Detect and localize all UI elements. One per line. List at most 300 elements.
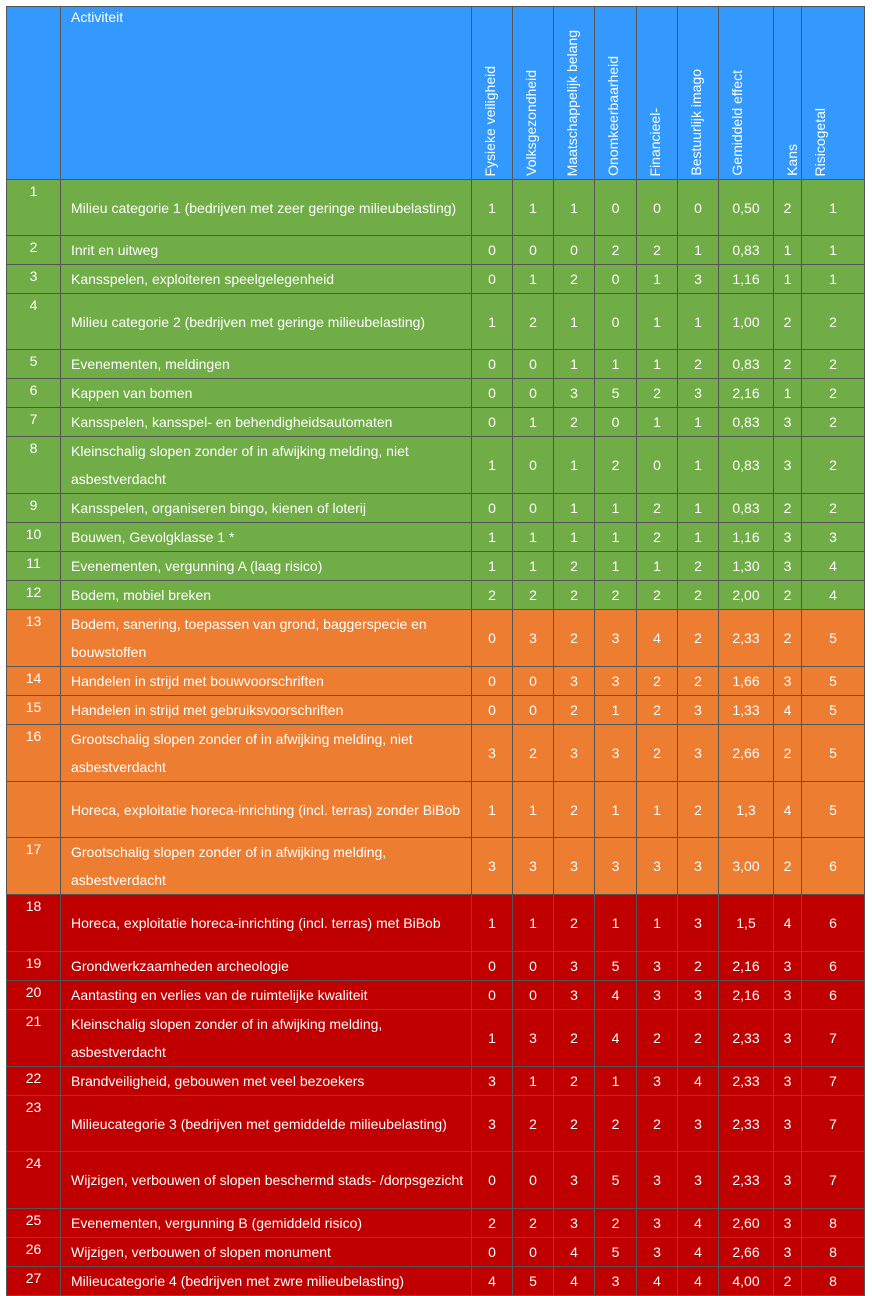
cell-public-health: 3 (513, 838, 554, 895)
cell-social-interest: 1 (554, 350, 595, 379)
cell-public-health: 1 (513, 1067, 554, 1096)
cell-financial: 2 (637, 523, 678, 552)
row-activity: Wijzigen, verbouwen of slopen monument (61, 1238, 472, 1267)
cell-public-health: 1 (513, 180, 554, 236)
cell-risk-number: 7 (802, 1096, 865, 1152)
cell-financial: 1 (637, 552, 678, 581)
cell-admin-image: 2 (678, 782, 719, 838)
cell-avg-effect: 2,33 (719, 1067, 774, 1096)
cell-financial: 2 (637, 725, 678, 782)
cell-social-interest: 1 (554, 294, 595, 350)
cell-avg-effect: 1,33 (719, 696, 774, 725)
row-activity: Kappen van bomen (61, 379, 472, 408)
cell-avg-effect: 2,33 (719, 1010, 774, 1067)
cell-risk-number: 1 (802, 180, 865, 236)
cell-admin-image: 4 (678, 1067, 719, 1096)
cell-irreversibility: 3 (595, 667, 637, 696)
cell-admin-image: 3 (678, 895, 719, 952)
cell-irreversibility: 4 (595, 1010, 637, 1067)
cell-physical-safety: 3 (472, 725, 513, 782)
cell-irreversibility: 3 (595, 838, 637, 895)
cell-financial: 1 (637, 350, 678, 379)
table-row (7, 1152, 865, 1209)
cell-social-interest: 4 (554, 1238, 595, 1267)
cell-public-health: 2 (513, 581, 554, 610)
cell-financial: 2 (637, 236, 678, 265)
row-number: 24 (7, 1152, 61, 1209)
cell-chance: 1 (774, 236, 802, 265)
cell-avg-effect: 1,30 (719, 552, 774, 581)
row-number: 11 (7, 552, 61, 581)
cell-chance: 2 (774, 350, 802, 379)
row-number: 13 (7, 610, 61, 667)
cell-admin-image: 2 (678, 667, 719, 696)
cell-social-interest: 2 (554, 408, 595, 437)
cell-physical-safety: 2 (472, 581, 513, 610)
cell-social-interest: 3 (554, 981, 595, 1010)
cell-risk-number: 6 (802, 952, 865, 981)
cell-chance: 3 (774, 1238, 802, 1267)
header-chance-label: Kans (784, 144, 800, 176)
cell-irreversibility: 1 (595, 696, 637, 725)
cell-risk-number: 7 (802, 1152, 865, 1209)
row-activity: Wijzigen, verbouwen of slopen beschermd stads- /dorpsgezicht (61, 1152, 472, 1209)
cell-avg-effect: 2,33 (719, 1152, 774, 1209)
header-admin-image (678, 7, 719, 180)
cell-risk-number: 8 (802, 1238, 865, 1267)
cell-physical-safety: 1 (472, 1010, 513, 1067)
table-row (7, 782, 865, 838)
cell-irreversibility: 4 (595, 981, 637, 1010)
row-number: 2 (7, 236, 61, 265)
cell-physical-safety: 4 (472, 1267, 513, 1296)
cell-chance: 3 (774, 1010, 802, 1067)
cell-admin-image: 2 (678, 552, 719, 581)
cell-public-health: 0 (513, 379, 554, 408)
row-number: 4 (7, 294, 61, 350)
cell-chance: 3 (774, 1152, 802, 1209)
cell-avg-effect: 1,00 (719, 294, 774, 350)
cell-financial: 3 (637, 1067, 678, 1096)
table-row (7, 981, 865, 1010)
cell-avg-effect: 1,3 (719, 782, 774, 838)
cell-irreversibility: 3 (595, 610, 637, 667)
cell-chance: 4 (774, 895, 802, 952)
row-number: 16 (7, 725, 61, 782)
cell-admin-image: 3 (678, 1152, 719, 1209)
header-social-interest (554, 7, 595, 180)
cell-risk-number: 2 (802, 408, 865, 437)
header-social-interest-label: Maatschappelijk belang (564, 29, 580, 176)
cell-public-health: 3 (513, 1010, 554, 1067)
cell-social-interest: 3 (554, 952, 595, 981)
cell-social-interest: 3 (554, 838, 595, 895)
cell-chance: 3 (774, 1096, 802, 1152)
cell-admin-image: 2 (678, 350, 719, 379)
row-activity: Evenementen, meldingen (61, 350, 472, 379)
cell-public-health: 0 (513, 437, 554, 494)
header-risk-number-label: Risicogetal (812, 107, 828, 176)
cell-financial: 3 (637, 1152, 678, 1209)
row-number: 3 (7, 265, 61, 294)
row-activity: Handelen in strijd met gebruiksvoorschriften (61, 696, 472, 725)
cell-physical-safety: 1 (472, 895, 513, 952)
cell-social-interest: 1 (554, 437, 595, 494)
cell-avg-effect: 2,16 (719, 952, 774, 981)
row-activity: Milieu categorie 1 (bedrijven met zeer geringe milieubelasting) (61, 180, 472, 236)
cell-risk-number: 2 (802, 294, 865, 350)
row-number: 20 (7, 981, 61, 1010)
cell-physical-safety: 0 (472, 379, 513, 408)
cell-public-health: 1 (513, 552, 554, 581)
header-activity: Activiteit (61, 7, 472, 180)
cell-risk-number: 4 (802, 552, 865, 581)
cell-avg-effect: 2,33 (719, 610, 774, 667)
row-activity: Kleinschalig slopen zonder of in afwijking melding, niet asbestverdacht (61, 437, 472, 494)
cell-risk-number: 1 (802, 265, 865, 294)
cell-public-health: 3 (513, 610, 554, 667)
table-row (7, 350, 865, 379)
cell-public-health: 1 (513, 265, 554, 294)
cell-financial: 2 (637, 696, 678, 725)
row-number: 21 (7, 1010, 61, 1067)
cell-physical-safety: 0 (472, 952, 513, 981)
row-number: 10 (7, 523, 61, 552)
cell-financial: 4 (637, 610, 678, 667)
row-activity: Inrit en uitweg (61, 236, 472, 265)
cell-irreversibility: 2 (595, 236, 637, 265)
cell-avg-effect: 1,16 (719, 265, 774, 294)
cell-physical-safety: 0 (472, 667, 513, 696)
row-number: 7 (7, 408, 61, 437)
cell-irreversibility: 1 (595, 1067, 637, 1096)
cell-irreversibility: 1 (595, 523, 637, 552)
cell-chance: 2 (774, 838, 802, 895)
cell-public-health: 2 (513, 294, 554, 350)
cell-public-health: 1 (513, 782, 554, 838)
cell-irreversibility: 0 (595, 408, 637, 437)
row-number: 27 (7, 1267, 61, 1296)
cell-public-health: 2 (513, 1096, 554, 1152)
cell-admin-image: 3 (678, 1096, 719, 1152)
row-number: 26 (7, 1238, 61, 1267)
cell-chance: 3 (774, 981, 802, 1010)
table-row (7, 523, 865, 552)
cell-public-health: 0 (513, 952, 554, 981)
cell-physical-safety: 0 (472, 610, 513, 667)
cell-avg-effect: 4,00 (719, 1267, 774, 1296)
cell-physical-safety: 0 (472, 696, 513, 725)
cell-social-interest: 2 (554, 265, 595, 294)
cell-financial: 3 (637, 838, 678, 895)
cell-avg-effect: 2,66 (719, 1238, 774, 1267)
cell-admin-image: 2 (678, 581, 719, 610)
cell-irreversibility: 3 (595, 1267, 637, 1296)
cell-financial: 1 (637, 895, 678, 952)
table-row (7, 725, 865, 782)
cell-physical-safety: 1 (472, 552, 513, 581)
cell-public-health: 0 (513, 696, 554, 725)
cell-admin-image: 3 (678, 838, 719, 895)
cell-public-health: 0 (513, 981, 554, 1010)
cell-social-interest: 4 (554, 1267, 595, 1296)
cell-physical-safety: 1 (472, 523, 513, 552)
table-row (7, 552, 865, 581)
header-risk-number (802, 7, 865, 180)
cell-financial: 2 (637, 581, 678, 610)
cell-public-health: 0 (513, 236, 554, 265)
cell-avg-effect: 0,83 (719, 408, 774, 437)
cell-risk-number: 5 (802, 667, 865, 696)
row-number: 8 (7, 437, 61, 494)
header-irreversibility (595, 7, 637, 180)
cell-physical-safety: 3 (472, 838, 513, 895)
cell-social-interest: 2 (554, 895, 595, 952)
header-public-health (513, 7, 554, 180)
cell-social-interest: 2 (554, 1096, 595, 1152)
header-irreversibility-label: Onomkeerbaarheid (605, 56, 621, 176)
cell-social-interest: 0 (554, 236, 595, 265)
row-activity: Bouwen, Gevolgklasse 1 * (61, 523, 472, 552)
table-row (7, 1096, 865, 1152)
cell-financial: 0 (637, 437, 678, 494)
cell-risk-number: 4 (802, 581, 865, 610)
row-activity: Kleinschalig slopen zonder of in afwijking melding, asbestverdacht (61, 1010, 472, 1067)
cell-chance: 2 (774, 725, 802, 782)
cell-social-interest: 3 (554, 667, 595, 696)
cell-avg-effect: 3,00 (719, 838, 774, 895)
cell-risk-number: 2 (802, 379, 865, 408)
cell-chance: 3 (774, 552, 802, 581)
cell-financial: 2 (637, 494, 678, 523)
cell-admin-image: 3 (678, 379, 719, 408)
cell-admin-image: 4 (678, 1238, 719, 1267)
cell-chance: 1 (774, 379, 802, 408)
cell-physical-safety: 3 (472, 1067, 513, 1096)
cell-chance: 2 (774, 294, 802, 350)
cell-risk-number: 6 (802, 981, 865, 1010)
cell-physical-safety: 0 (472, 981, 513, 1010)
table-row (7, 610, 865, 667)
cell-financial: 2 (637, 379, 678, 408)
cell-chance: 4 (774, 782, 802, 838)
table-row (7, 379, 865, 408)
cell-social-interest: 2 (554, 1010, 595, 1067)
cell-irreversibility: 2 (595, 1209, 637, 1238)
row-number: 25 (7, 1209, 61, 1238)
cell-financial: 3 (637, 1209, 678, 1238)
table-row (7, 236, 865, 265)
row-activity: Milieucategorie 3 (bedrijven met gemiddelde milieubelasting) (61, 1096, 472, 1152)
cell-social-interest: 3 (554, 1152, 595, 1209)
cell-admin-image: 1 (678, 523, 719, 552)
cell-social-interest: 2 (554, 552, 595, 581)
cell-risk-number: 2 (802, 437, 865, 494)
row-activity: Grootschalig slopen zonder of in afwijking melding, asbestverdacht (61, 838, 472, 895)
cell-admin-image: 1 (678, 294, 719, 350)
cell-chance: 4 (774, 696, 802, 725)
cell-risk-number: 5 (802, 610, 865, 667)
cell-physical-safety: 0 (472, 1152, 513, 1209)
cell-financial: 0 (637, 180, 678, 236)
cell-risk-number: 7 (802, 1010, 865, 1067)
cell-chance: 3 (774, 1209, 802, 1238)
cell-chance: 3 (774, 1067, 802, 1096)
cell-admin-image: 3 (678, 981, 719, 1010)
header-admin-image-label: Bestuurlijk imago (688, 69, 704, 176)
cell-social-interest: 2 (554, 782, 595, 838)
table-row (7, 952, 865, 981)
cell-irreversibility: 1 (595, 494, 637, 523)
row-activity: Kansspelen, kansspel- en behendigheidsautomaten (61, 408, 472, 437)
cell-admin-image: 3 (678, 696, 719, 725)
cell-avg-effect: 0,50 (719, 180, 774, 236)
cell-irreversibility: 1 (595, 350, 637, 379)
cell-admin-image: 1 (678, 437, 719, 494)
table-row (7, 1209, 865, 1238)
cell-risk-number: 8 (802, 1209, 865, 1238)
cell-avg-effect: 1,16 (719, 523, 774, 552)
header-physical-safety-label: Fysieke veiligheid (482, 65, 498, 176)
cell-financial: 3 (637, 1238, 678, 1267)
row-number: 1 (7, 180, 61, 236)
table-row (7, 408, 865, 437)
row-number: 17 (7, 838, 61, 895)
cell-avg-effect: 1,5 (719, 895, 774, 952)
cell-physical-safety: 0 (472, 408, 513, 437)
cell-admin-image: 1 (678, 494, 719, 523)
row-number: 6 (7, 379, 61, 408)
cell-chance: 3 (774, 952, 802, 981)
header-number (7, 7, 61, 180)
cell-risk-number: 6 (802, 838, 865, 895)
cell-physical-safety: 0 (472, 236, 513, 265)
table-row (7, 1238, 865, 1267)
cell-irreversibility: 0 (595, 294, 637, 350)
cell-public-health: 0 (513, 494, 554, 523)
cell-social-interest: 2 (554, 696, 595, 725)
table-body (7, 180, 865, 1296)
table-row (7, 294, 865, 350)
cell-avg-effect: 2,16 (719, 981, 774, 1010)
header-physical-safety (472, 7, 513, 180)
cell-avg-effect: 2,66 (719, 725, 774, 782)
cell-financial: 1 (637, 408, 678, 437)
cell-social-interest: 3 (554, 379, 595, 408)
cell-irreversibility: 1 (595, 895, 637, 952)
cell-social-interest: 2 (554, 1067, 595, 1096)
row-activity: Evenementen, vergunning A (laag risico) (61, 552, 472, 581)
cell-risk-number: 5 (802, 696, 865, 725)
cell-public-health: 5 (513, 1267, 554, 1296)
cell-irreversibility: 3 (595, 725, 637, 782)
cell-risk-number: 2 (802, 494, 865, 523)
header-avg-effect-label: Gemiddeld effect (729, 70, 745, 176)
table-row (7, 1267, 865, 1296)
cell-irreversibility: 2 (595, 437, 637, 494)
cell-financial: 1 (637, 265, 678, 294)
cell-physical-safety: 2 (472, 1209, 513, 1238)
cell-chance: 3 (774, 523, 802, 552)
cell-irreversibility: 2 (595, 581, 637, 610)
cell-irreversibility: 5 (595, 952, 637, 981)
cell-avg-effect: 0,83 (719, 494, 774, 523)
row-activity: Kansspelen, organiseren bingo, kienen of loterij (61, 494, 472, 523)
cell-avg-effect: 2,60 (719, 1209, 774, 1238)
row-activity: Handelen in strijd met bouwvoorschriften (61, 667, 472, 696)
row-activity: Milieucategorie 4 (bedrijven met zwre milieubelasting) (61, 1267, 472, 1296)
cell-financial: 2 (637, 1010, 678, 1067)
cell-public-health: 0 (513, 1238, 554, 1267)
cell-admin-image: 2 (678, 1010, 719, 1067)
cell-admin-image: 1 (678, 408, 719, 437)
cell-irreversibility: 5 (595, 1238, 637, 1267)
row-activity: Bodem, sanering, toepassen van grond, baggerspecie en bouwstoffen (61, 610, 472, 667)
table-row (7, 581, 865, 610)
cell-financial: 3 (637, 952, 678, 981)
cell-risk-number: 2 (802, 350, 865, 379)
cell-financial: 2 (637, 667, 678, 696)
cell-social-interest: 2 (554, 610, 595, 667)
cell-physical-safety: 0 (472, 494, 513, 523)
cell-physical-safety: 0 (472, 1238, 513, 1267)
cell-public-health: 2 (513, 725, 554, 782)
row-activity: Brandveiligheid, gebouwen met veel bezoekers (61, 1067, 472, 1096)
cell-irreversibility: 0 (595, 265, 637, 294)
row-activity: Horeca, exploitatie horeca-inrichting (incl. terras) met BiBob (61, 895, 472, 952)
header-row (7, 7, 865, 180)
cell-physical-safety: 3 (472, 1096, 513, 1152)
cell-public-health: 0 (513, 1152, 554, 1209)
cell-physical-safety: 1 (472, 294, 513, 350)
cell-financial: 1 (637, 294, 678, 350)
header-avg-effect (719, 7, 774, 180)
row-number: 15 (7, 696, 61, 725)
row-activity: Horeca, exploitatie horeca-inrichting (incl. terras) zonder BiBob (61, 782, 472, 838)
cell-social-interest: 1 (554, 494, 595, 523)
cell-risk-number: 8 (802, 1267, 865, 1296)
cell-irreversibility: 5 (595, 1152, 637, 1209)
cell-admin-image: 2 (678, 952, 719, 981)
cell-social-interest: 1 (554, 180, 595, 236)
row-activity: Bodem, mobiel breken (61, 581, 472, 610)
row-number: 22 (7, 1067, 61, 1096)
cell-risk-number: 5 (802, 725, 865, 782)
cell-chance: 1 (774, 265, 802, 294)
cell-irreversibility: 1 (595, 552, 637, 581)
row-activity: Milieu categorie 2 (bedrijven met geringe milieubelasting) (61, 294, 472, 350)
table-row (7, 667, 865, 696)
table-row (7, 265, 865, 294)
cell-risk-number: 7 (802, 1067, 865, 1096)
row-activity: Evenementen, vergunning B (gemiddeld risico) (61, 1209, 472, 1238)
row-activity: Kansspelen, exploiteren speelgelegenheid (61, 265, 472, 294)
header-public-health-label: Volksgezondheid (523, 70, 539, 176)
cell-financial: 2 (637, 1096, 678, 1152)
cell-irreversibility: 2 (595, 1096, 637, 1152)
cell-admin-image: 2 (678, 610, 719, 667)
cell-physical-safety: 1 (472, 180, 513, 236)
table-row (7, 494, 865, 523)
cell-avg-effect: 2,16 (719, 379, 774, 408)
cell-risk-number: 5 (802, 782, 865, 838)
table-row (7, 1067, 865, 1096)
cell-irreversibility: 5 (595, 379, 637, 408)
cell-social-interest: 3 (554, 725, 595, 782)
cell-risk-number: 6 (802, 895, 865, 952)
table-row (7, 180, 865, 236)
cell-financial: 4 (637, 1267, 678, 1296)
